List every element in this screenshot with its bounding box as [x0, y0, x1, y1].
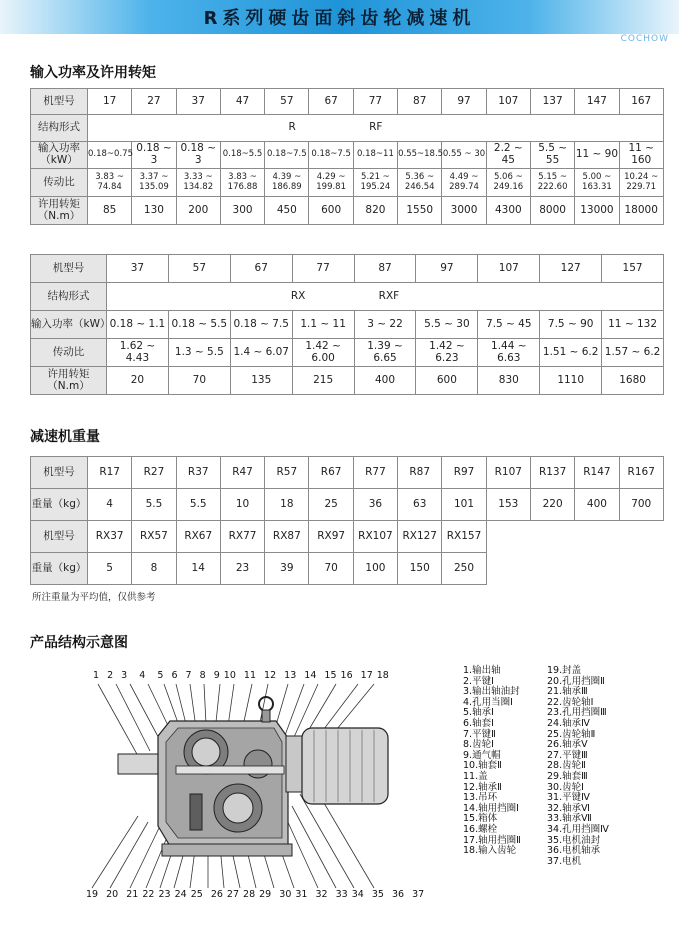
- cell: 127: [540, 255, 602, 283]
- cell: R147: [575, 457, 619, 489]
- cell: 5.36 ~ 246.54: [398, 169, 442, 197]
- empty-cell: [575, 521, 619, 553]
- cell: 87: [354, 255, 416, 283]
- legend-item: 29.轴套Ⅲ: [547, 770, 588, 782]
- cell: 0.18 ~ 3: [176, 142, 220, 169]
- cell: 17: [88, 89, 132, 115]
- cell: 0.18~5.5: [220, 142, 264, 169]
- legend-item: 35.电机油封: [547, 834, 601, 846]
- row-label: 重量（kg）: [31, 489, 88, 521]
- legend-item: 27.平键Ⅲ: [547, 749, 588, 761]
- empty-cell: [619, 521, 663, 553]
- legend-item: 30.齿轮Ⅰ: [547, 781, 584, 793]
- cell: R167: [619, 457, 663, 489]
- cell: 3.83 ~ 176.88: [220, 169, 264, 197]
- cell: 0.18~7.5: [309, 142, 353, 169]
- cell: 97: [442, 89, 486, 115]
- legend-item: 14.轴用挡圈Ⅰ: [463, 802, 519, 814]
- section-title-structure: 产品结构示意图: [30, 635, 128, 651]
- legend-item: 13.吊环: [463, 792, 498, 804]
- cell: 157: [602, 255, 664, 283]
- cell: 167: [619, 89, 663, 115]
- cell: 1.4 ~ 6.07: [230, 339, 292, 367]
- cell: 2.2 ~ 45: [486, 142, 530, 169]
- cell: 3 ~ 22: [354, 311, 416, 339]
- legend-item: 15.箱体: [463, 813, 498, 825]
- cell: 153: [486, 489, 530, 521]
- cell: 600: [309, 197, 353, 225]
- cell: RX107: [353, 521, 397, 553]
- cell: 300: [220, 197, 264, 225]
- cell: 57: [168, 255, 230, 283]
- callout-numbers-bottom: 19 20 21 22 23 24 25 26 27 28 29 30 31 32 33 34 35 36 37: [86, 889, 425, 900]
- cell: 1.62 ~ 4.43: [107, 339, 169, 367]
- section-title-weight: 减速机重量: [30, 429, 100, 445]
- legend-item: 36.电机轴承: [547, 845, 601, 857]
- legend-item: 8.齿轮Ⅰ: [463, 739, 494, 751]
- cell: R67: [309, 457, 353, 489]
- cell: 5.00 ~ 163.31: [575, 169, 619, 197]
- legend-item: 12.轴承Ⅱ: [463, 781, 502, 793]
- table-rx-torque-row: [31, 367, 664, 395]
- cell: 150: [398, 553, 442, 585]
- cell: 63: [398, 489, 442, 521]
- cell: 57: [265, 89, 309, 115]
- cell: 25: [309, 489, 353, 521]
- row-label: 机型号: [31, 255, 107, 283]
- cell: RX57: [132, 521, 176, 553]
- cell: 11 ~ 160: [619, 142, 663, 169]
- reducer-cross-section-drawing: [78, 666, 408, 908]
- cell: 400: [575, 489, 619, 521]
- cell: 0.18~0.75: [88, 142, 132, 169]
- cell: 11 ~ 90: [575, 142, 619, 169]
- table-rx-structure-row: [31, 283, 664, 311]
- cell: 67: [309, 89, 353, 115]
- cell: 107: [478, 255, 540, 283]
- cell: 137: [530, 89, 574, 115]
- cell: 1.42 ~ 6.23: [416, 339, 478, 367]
- cell: 97: [416, 255, 478, 283]
- structure-type: RXF: [378, 289, 400, 302]
- cell: 5.5: [176, 489, 220, 521]
- legend-item: 21.轴承Ⅲ: [547, 686, 588, 698]
- cell: 0.18 ~ 5.5: [168, 311, 230, 339]
- row-label: 传动比: [31, 339, 107, 367]
- parts-legend-col1: [463, 666, 521, 857]
- cell: RX127: [398, 521, 442, 553]
- cell: 14: [176, 553, 220, 585]
- empty-cell: [575, 553, 619, 585]
- page-title: R系列硬齿面斜齿轮减速机: [203, 8, 476, 29]
- row-label: 许用转矩（N.m）: [31, 197, 88, 225]
- table-rx-power-row: [31, 311, 664, 339]
- cell: 10.24 ~ 229.71: [619, 169, 663, 197]
- structure-type: RF: [369, 121, 383, 134]
- row-label: 传动比: [31, 169, 88, 197]
- cell: 27: [132, 89, 176, 115]
- cell: 8000: [530, 197, 574, 225]
- legend-item: 17.轴用挡圈Ⅱ: [463, 834, 521, 846]
- cell: 700: [619, 489, 663, 521]
- row-label: 许用转矩（N.m）: [31, 367, 107, 395]
- cell: 5.5: [132, 489, 176, 521]
- table-rx-ratio-row: [31, 339, 664, 367]
- cell: 87: [398, 89, 442, 115]
- cell: 450: [265, 197, 309, 225]
- cell: 215: [292, 367, 354, 395]
- cell: 107: [486, 89, 530, 115]
- cell: RX157: [442, 521, 486, 553]
- table-r-torque-row: [31, 197, 664, 225]
- weight-rx-value-row: [31, 553, 664, 585]
- cell: R87: [398, 457, 442, 489]
- cell: 0.18 ~ 1.1: [107, 311, 169, 339]
- row-label: 机型号: [31, 457, 88, 489]
- table-r-ratio-row: [31, 169, 664, 197]
- legend-item: 23.孔用挡圈Ⅲ: [547, 707, 607, 719]
- legend-item: 3.输出轴油封: [463, 686, 520, 698]
- cell: 4.39 ~ 186.89: [265, 169, 309, 197]
- cell: 70: [309, 553, 353, 585]
- cell: RX77: [220, 521, 264, 553]
- structure-type: RX: [290, 289, 306, 302]
- cell: 1.51 ~ 6.2: [540, 339, 602, 367]
- cell: 5.06 ~ 249.16: [486, 169, 530, 197]
- brand-logo: COCHOW: [620, 34, 669, 44]
- weight-note: 所注重量为平均值，仅供参考: [32, 592, 156, 603]
- legend-item: 31.平键Ⅳ: [547, 792, 590, 804]
- legend-item: 19.封盖: [547, 665, 582, 676]
- cell: 600: [416, 367, 478, 395]
- cell: 1110: [540, 367, 602, 395]
- legend-item: 32.轴承Ⅵ: [547, 802, 590, 814]
- table-rx-specs: [30, 254, 664, 395]
- cell: 77: [353, 89, 397, 115]
- section-title-power: 输入功率及许用转矩: [30, 65, 156, 81]
- table-r-specs: [30, 88, 664, 225]
- cell: 5.5 ~ 30: [416, 311, 478, 339]
- cell: 1.42 ~ 6.00: [292, 339, 354, 367]
- cell: 3.37 ~ 135.09: [132, 169, 176, 197]
- row-label: 结构形式: [31, 115, 88, 142]
- legend-item: 34.孔用挡圈Ⅳ: [547, 823, 609, 835]
- weight-r-model-row: [31, 457, 664, 489]
- cell: R107: [486, 457, 530, 489]
- cell: 1.1 ~ 11: [292, 311, 354, 339]
- cell: 0.18 ~ 7.5: [230, 311, 292, 339]
- cell: 400: [354, 367, 416, 395]
- cell: R77: [353, 457, 397, 489]
- cell: 1680: [602, 367, 664, 395]
- cell: 0.18~7.5: [265, 142, 309, 169]
- parts-legend-col2: [547, 666, 609, 867]
- row-label: 结构形式: [31, 283, 107, 311]
- cell: 147: [575, 89, 619, 115]
- cell: RX67: [176, 521, 220, 553]
- cell: 18: [265, 489, 309, 521]
- legend-item: 16.螺栓: [463, 823, 498, 835]
- cell: 135: [230, 367, 292, 395]
- cell: 11 ~ 132: [602, 311, 664, 339]
- cell: RX87: [265, 521, 309, 553]
- cell: 37: [107, 255, 169, 283]
- cell: R47: [220, 457, 264, 489]
- cell: [88, 115, 664, 142]
- table-r-structure-row: [31, 115, 664, 142]
- cell: 200: [176, 197, 220, 225]
- cell: 23: [220, 553, 264, 585]
- cell: R57: [265, 457, 309, 489]
- legend-item: 18.输入齿轮: [463, 845, 517, 857]
- cell: 1550: [398, 197, 442, 225]
- structure-type: R: [288, 121, 296, 134]
- callout-numbers-top: 1 2 3 4 5 6 7 8 9 10 11 12 13 14 15 16 17 18: [93, 670, 389, 681]
- empty-cell: [486, 521, 530, 553]
- cell: 8: [132, 553, 176, 585]
- table-r-model-row: [31, 89, 664, 115]
- row-label: 输入功率（kW）: [31, 311, 107, 339]
- row-label: 机型号: [31, 89, 88, 115]
- cell: 3.83 ~ 74.84: [88, 169, 132, 197]
- cell: 101: [442, 489, 486, 521]
- cell: RX97: [309, 521, 353, 553]
- legend-item: 33.轴承Ⅶ: [547, 813, 592, 825]
- cell: 3000: [442, 197, 486, 225]
- cell: 20: [107, 367, 169, 395]
- legend-item: 20.孔用挡圈Ⅱ: [547, 675, 605, 687]
- table-rx-model-row: [31, 255, 664, 283]
- cell: 5.21 ~ 195.24: [353, 169, 397, 197]
- legend-item: 10.轴套Ⅱ: [463, 760, 502, 772]
- cell: 18000: [619, 197, 663, 225]
- legend-item: 24.轴承Ⅳ: [547, 717, 590, 729]
- cell: 37: [176, 89, 220, 115]
- empty-cell: [530, 521, 574, 553]
- cell: R27: [132, 457, 176, 489]
- cell: 70: [168, 367, 230, 395]
- table-weight: [30, 456, 664, 585]
- empty-cell: [486, 553, 530, 585]
- legend-item: 28.齿轮Ⅱ: [547, 760, 586, 772]
- cell: 820: [353, 197, 397, 225]
- cell: 4300: [486, 197, 530, 225]
- cell: 0.55 ~ 30: [442, 142, 486, 169]
- cell: 250: [442, 553, 486, 585]
- cell: R137: [530, 457, 574, 489]
- cell: 0.18~11: [353, 142, 397, 169]
- legend-item: 22.齿轮轴Ⅰ: [547, 696, 594, 708]
- cell: 1.3 ~ 5.5: [168, 339, 230, 367]
- cell: 4.29 ~ 199.81: [309, 169, 353, 197]
- cell: 5.15 ~ 222.60: [530, 169, 574, 197]
- cell: 39: [265, 553, 309, 585]
- cell: 5.5 ~ 55: [530, 142, 574, 169]
- legend-item: 11.盖: [463, 770, 488, 782]
- legend-item: 25.齿轮轴Ⅱ: [547, 728, 596, 740]
- cell: 85: [88, 197, 132, 225]
- legend-item: 5.轴承Ⅰ: [463, 707, 494, 719]
- cell: 830: [478, 367, 540, 395]
- legend-item: 26.轴承Ⅴ: [547, 739, 588, 751]
- cell: 0.55~18.5: [398, 142, 442, 169]
- cell: R37: [176, 457, 220, 489]
- cell: 1.39 ~ 6.65: [354, 339, 416, 367]
- weight-rx-model-row: [31, 521, 664, 553]
- legend-item: 7.平键Ⅱ: [463, 728, 496, 740]
- cell: 77: [292, 255, 354, 283]
- cell: 3.33 ~ 134.82: [176, 169, 220, 197]
- legend-item: 37.电机: [547, 855, 582, 867]
- table-r-power-row: [31, 142, 664, 169]
- cell: 1.57 ~ 6.2: [602, 339, 664, 367]
- legend-item: 9.通气帽: [463, 749, 501, 761]
- cell: 10: [220, 489, 264, 521]
- cell: [107, 283, 664, 311]
- empty-cell: [619, 553, 663, 585]
- cell: R17: [88, 457, 132, 489]
- cell: RX37: [88, 521, 132, 553]
- cell: 130: [132, 197, 176, 225]
- legend-item: 1.输出轴: [463, 665, 501, 676]
- cell: 0.18 ~ 3: [132, 142, 176, 169]
- cell: 4: [88, 489, 132, 521]
- cell: 5: [88, 553, 132, 585]
- legend-item: 6.轴套Ⅰ: [463, 717, 494, 729]
- cell: 4.49 ~ 289.74: [442, 169, 486, 197]
- cell: 36: [353, 489, 397, 521]
- weight-r-value-row: [31, 489, 664, 521]
- cell: 7.5 ~ 45: [478, 311, 540, 339]
- row-label: 重量（kg）: [31, 553, 88, 585]
- cell: 47: [220, 89, 264, 115]
- cell: 13000: [575, 197, 619, 225]
- empty-cell: [530, 553, 574, 585]
- row-label: 输入功率（kW）: [31, 142, 88, 169]
- cell: 100: [353, 553, 397, 585]
- row-label: 机型号: [31, 521, 88, 553]
- cell: 7.5 ~ 90: [540, 311, 602, 339]
- cell: R97: [442, 457, 486, 489]
- legend-item: 2.平键Ⅰ: [463, 675, 494, 687]
- legend-item: 4.孔用当圈Ⅰ: [463, 696, 513, 708]
- cell: 220: [530, 489, 574, 521]
- cell: 1.44 ~ 6.63: [478, 339, 540, 367]
- cell: 67: [230, 255, 292, 283]
